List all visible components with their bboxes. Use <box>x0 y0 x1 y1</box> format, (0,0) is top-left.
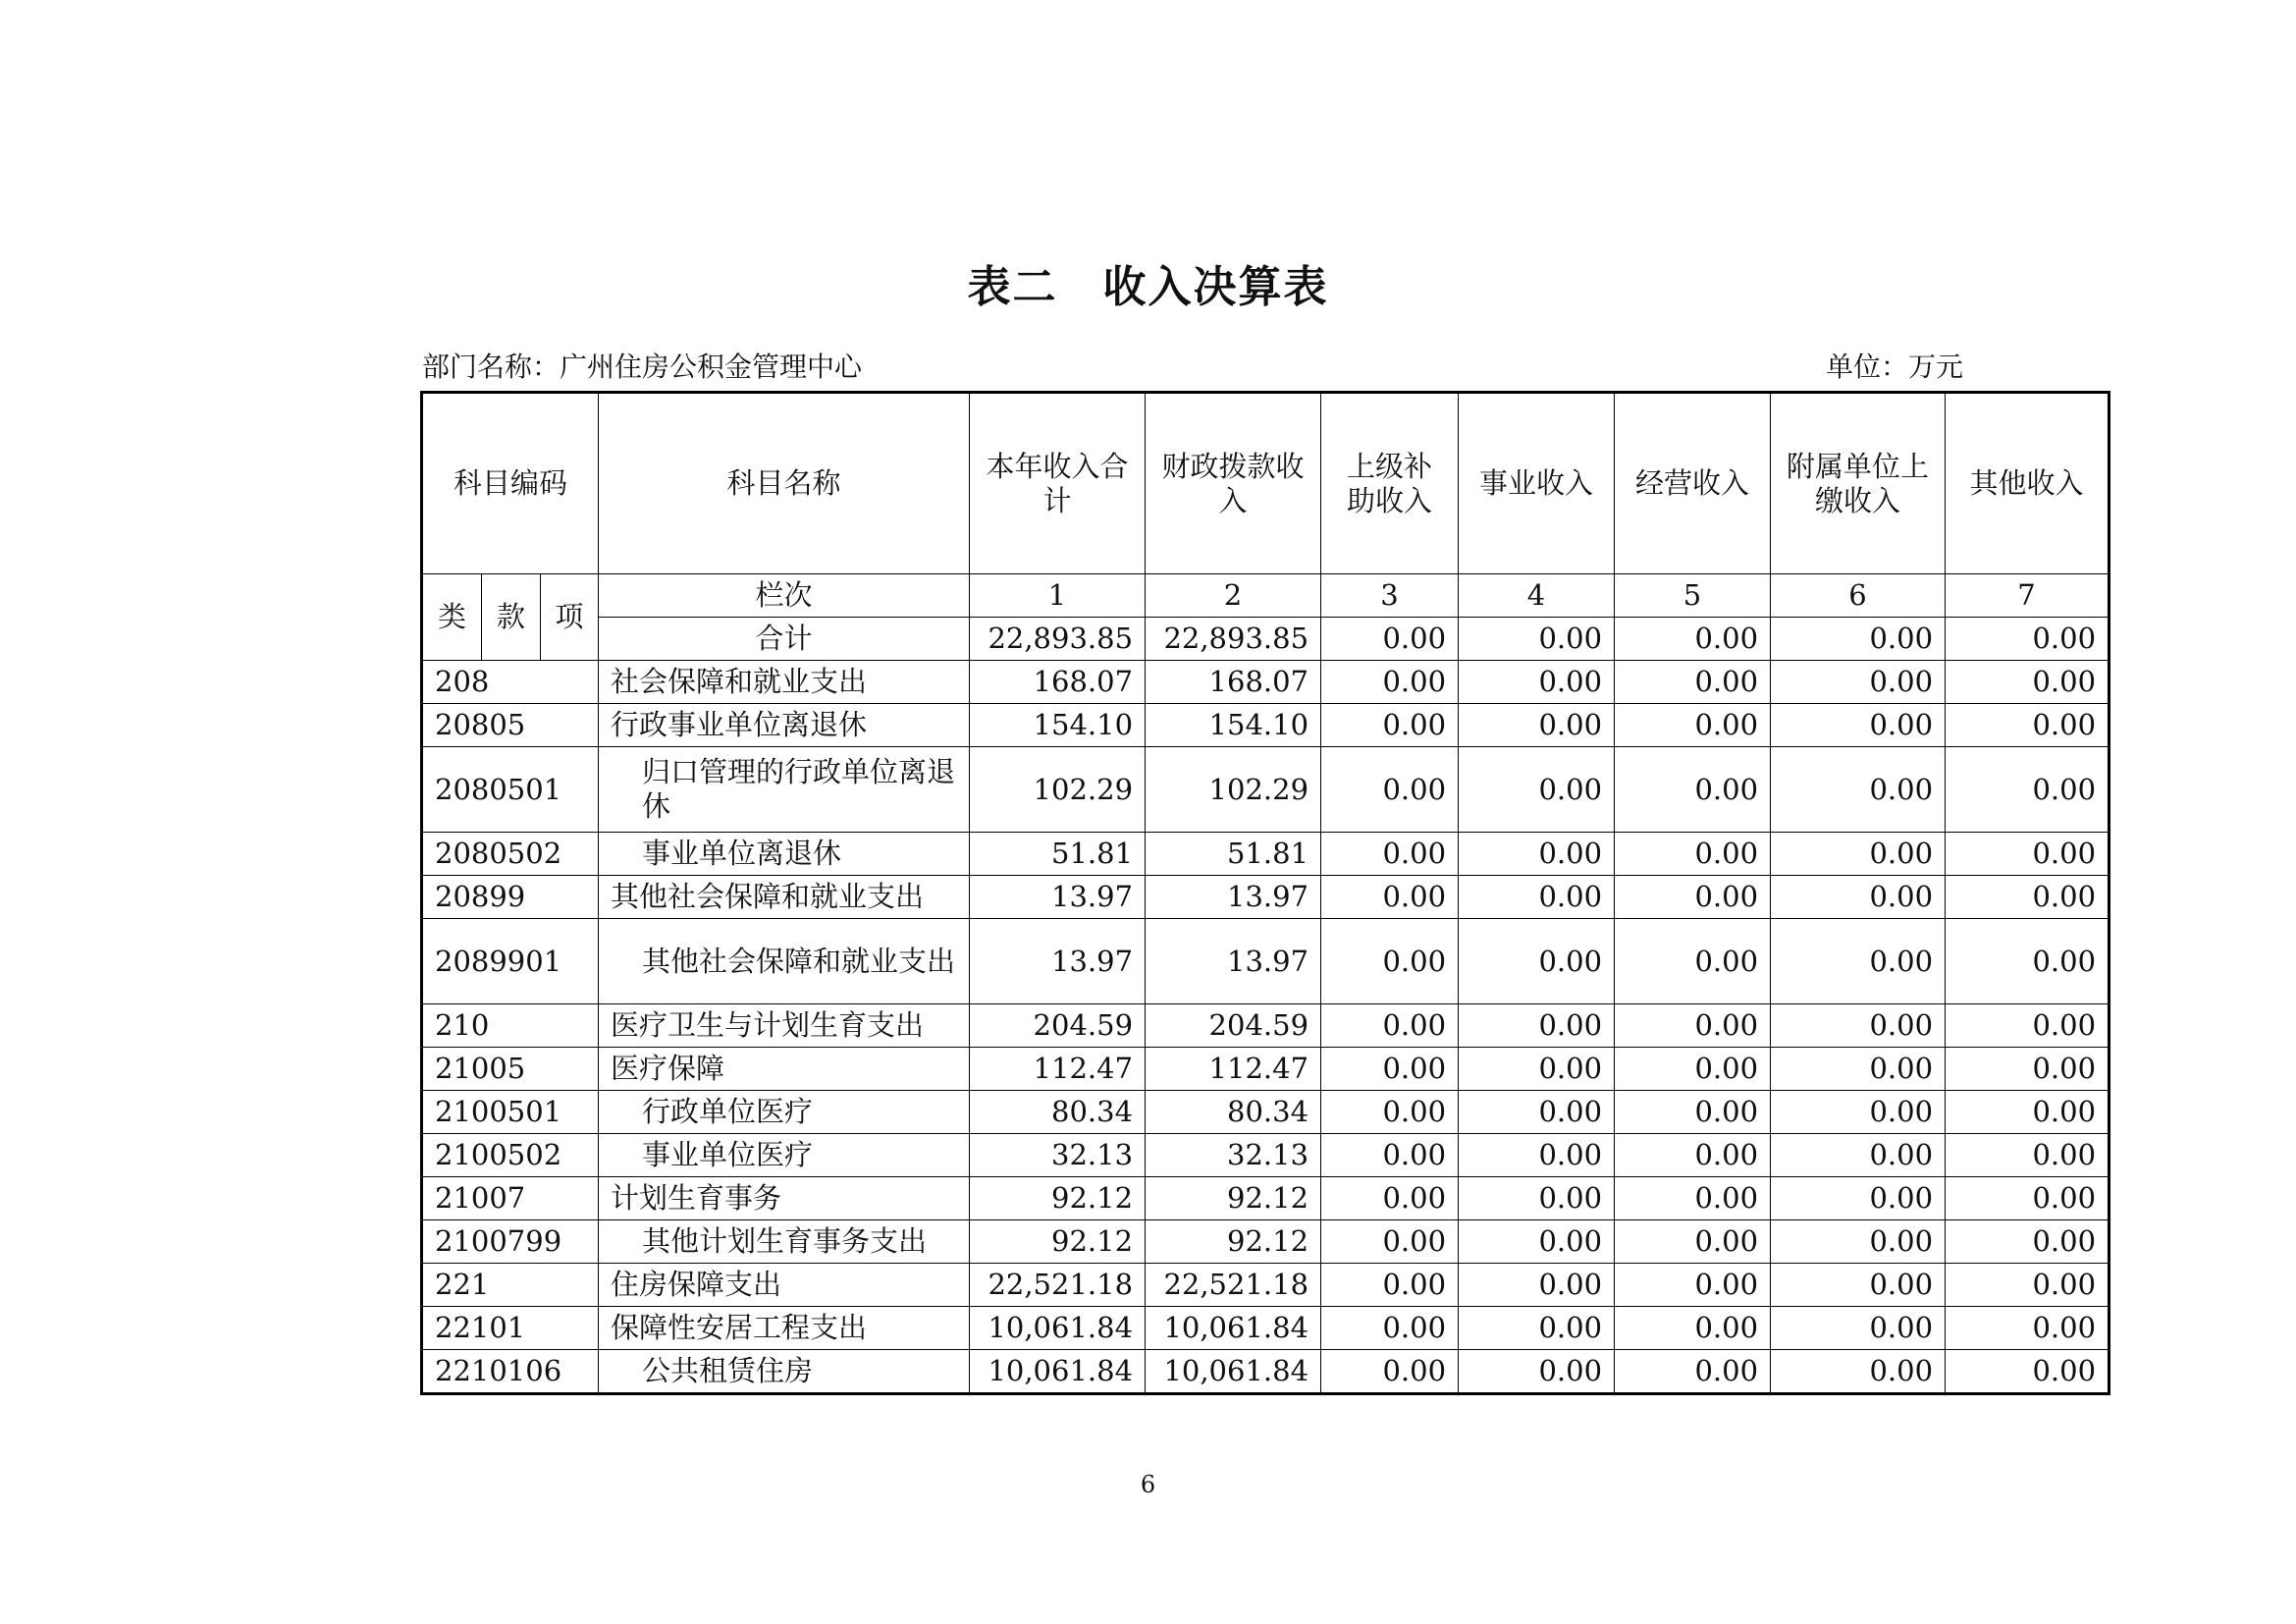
row-value: 204.59 <box>970 1004 1146 1048</box>
total-label: 合计 <box>599 618 970 661</box>
row-value: 13.97 <box>970 876 1146 919</box>
column-index-2: 2 <box>1146 574 1321 618</box>
header-operating-income: 经营收入 <box>1615 393 1771 574</box>
row-value: 0.00 <box>1946 1264 2109 1307</box>
row-name: 公共租赁住房 <box>599 1350 970 1394</box>
table-row <box>422 1004 2109 1048</box>
row-value: 22,521.18 <box>1146 1264 1321 1307</box>
row-value: 0.00 <box>1771 1134 1946 1177</box>
row-value: 13.97 <box>1146 876 1321 919</box>
column-index-label: 栏次 <box>599 574 970 618</box>
row-value: 0.00 <box>1459 1177 1615 1220</box>
row-value: 0.00 <box>1771 661 1946 704</box>
row-value: 92.12 <box>970 1177 1146 1220</box>
total-row <box>422 618 2109 661</box>
row-value: 0.00 <box>1771 747 1946 833</box>
row-value: 0.00 <box>1946 833 2109 876</box>
row-value: 0.00 <box>1946 1048 2109 1091</box>
row-value: 0.00 <box>1615 1220 1771 1264</box>
row-value: 32.13 <box>970 1134 1146 1177</box>
row-value: 0.00 <box>1615 1091 1771 1134</box>
row-value: 154.10 <box>970 704 1146 747</box>
table-row <box>422 1091 2109 1134</box>
row-value: 0.00 <box>1321 747 1459 833</box>
row-code: 2100799 <box>422 1220 599 1264</box>
total-value: 0.00 <box>1459 618 1615 661</box>
row-value: 154.10 <box>1146 704 1321 747</box>
row-value: 0.00 <box>1771 1220 1946 1264</box>
row-value: 0.00 <box>1321 1264 1459 1307</box>
row-value: 0.00 <box>1615 1048 1771 1091</box>
row-value: 92.12 <box>1146 1177 1321 1220</box>
total-value: 0.00 <box>1771 618 1946 661</box>
row-value: 22,521.18 <box>970 1264 1146 1307</box>
row-code: 22101 <box>422 1307 599 1350</box>
row-name: 住房保障支出 <box>599 1264 970 1307</box>
row-value: 13.97 <box>1146 919 1321 1004</box>
row-value: 0.00 <box>1321 1091 1459 1134</box>
header-total-income: 本年收入合计 <box>970 393 1146 574</box>
row-value: 80.34 <box>1146 1091 1321 1134</box>
row-value: 0.00 <box>1771 833 1946 876</box>
row-value: 0.00 <box>1321 919 1459 1004</box>
row-value: 92.12 <box>1146 1220 1321 1264</box>
row-value: 51.81 <box>1146 833 1321 876</box>
row-code: 20805 <box>422 704 599 747</box>
row-value: 0.00 <box>1946 1177 2109 1220</box>
row-value: 0.00 <box>1459 747 1615 833</box>
row-value: 0.00 <box>1946 747 2109 833</box>
table-row <box>422 1264 2109 1307</box>
table-row <box>422 833 2109 876</box>
row-value: 102.29 <box>1146 747 1321 833</box>
table-row <box>422 1177 2109 1220</box>
income-table <box>420 391 2110 1395</box>
row-value: 0.00 <box>1615 747 1771 833</box>
row-value: 32.13 <box>1146 1134 1321 1177</box>
department-name: 部门名称：广州住房公积金管理中心 <box>422 351 863 383</box>
column-index-7: 7 <box>1946 574 2109 618</box>
total-value: 22,893.85 <box>1146 618 1321 661</box>
row-code: 2100502 <box>422 1134 599 1177</box>
table-row <box>422 1048 2109 1091</box>
row-name: 医疗卫生与计划生育支出 <box>599 1004 970 1048</box>
row-value: 0.00 <box>1459 704 1615 747</box>
table-row <box>422 747 2109 833</box>
row-value: 0.00 <box>1615 704 1771 747</box>
row-name: 事业单位医疗 <box>599 1134 970 1177</box>
row-value: 0.00 <box>1321 1048 1459 1091</box>
table-row <box>422 876 2109 919</box>
header-affiliate-income: 附属单位上缴收入 <box>1771 393 1946 574</box>
row-code: 2080502 <box>422 833 599 876</box>
row-value: 0.00 <box>1459 1264 1615 1307</box>
row-value: 0.00 <box>1946 1307 2109 1350</box>
row-value: 0.00 <box>1946 876 2109 919</box>
table-row <box>422 704 2109 747</box>
header-superior-subsidy: 上级补助收入 <box>1321 393 1459 574</box>
row-code: 2210106 <box>422 1350 599 1394</box>
row-code: 2100501 <box>422 1091 599 1134</box>
row-value: 10,061.84 <box>970 1307 1146 1350</box>
row-value: 0.00 <box>1615 1307 1771 1350</box>
row-value: 0.00 <box>1615 1264 1771 1307</box>
row-name: 归口管理的行政单位离退休 <box>599 747 970 833</box>
row-name: 保障性安居工程支出 <box>599 1307 970 1350</box>
row-code: 20899 <box>422 876 599 919</box>
total-value: 0.00 <box>1321 618 1459 661</box>
table-row <box>422 1307 2109 1350</box>
row-code: 221 <box>422 1264 599 1307</box>
row-value: 168.07 <box>1146 661 1321 704</box>
row-value: 0.00 <box>1771 1177 1946 1220</box>
column-index-4: 4 <box>1459 574 1615 618</box>
row-value: 0.00 <box>1771 1307 1946 1350</box>
row-value: 0.00 <box>1771 1350 1946 1394</box>
row-value: 0.00 <box>1459 1004 1615 1048</box>
row-value: 0.00 <box>1771 919 1946 1004</box>
row-value: 0.00 <box>1459 1220 1615 1264</box>
row-code: 208 <box>422 661 599 704</box>
row-value: 0.00 <box>1321 1134 1459 1177</box>
row-value: 168.07 <box>970 661 1146 704</box>
row-code: 2080501 <box>422 747 599 833</box>
header-business-income: 事业收入 <box>1459 393 1615 574</box>
row-value: 0.00 <box>1321 1004 1459 1048</box>
row-name: 其他社会保障和就业支出 <box>599 919 970 1004</box>
row-value: 0.00 <box>1946 1350 2109 1394</box>
row-value: 0.00 <box>1946 1220 2109 1264</box>
total-value: 0.00 <box>1946 618 2109 661</box>
row-code: 21005 <box>422 1048 599 1091</box>
row-name: 其他社会保障和就业支出 <box>599 876 970 919</box>
row-value: 0.00 <box>1946 1091 2109 1134</box>
row-value: 0.00 <box>1615 919 1771 1004</box>
row-value: 112.47 <box>1146 1048 1321 1091</box>
row-value: 0.00 <box>1321 876 1459 919</box>
row-value: 0.00 <box>1771 1004 1946 1048</box>
sub-header-kuan: 款 <box>482 574 541 661</box>
table-row <box>422 1220 2109 1264</box>
row-name: 其他计划生育事务支出 <box>599 1220 970 1264</box>
header-other-income: 其他收入 <box>1946 393 2109 574</box>
page-title: 表二 收入决算表 <box>967 262 1329 312</box>
sub-header-xiang: 项 <box>541 574 599 661</box>
row-code: 2089901 <box>422 919 599 1004</box>
row-value: 0.00 <box>1459 1048 1615 1091</box>
row-value: 0.00 <box>1946 704 2109 747</box>
column-index-1: 1 <box>970 574 1146 618</box>
header-name: 科目名称 <box>599 393 970 574</box>
row-value: 0.00 <box>1771 1048 1946 1091</box>
header-fiscal-appropriation: 财政拨款收入 <box>1146 393 1321 574</box>
row-value: 102.29 <box>970 747 1146 833</box>
row-value: 0.00 <box>1946 1004 2109 1048</box>
row-value: 10,061.84 <box>1146 1307 1321 1350</box>
row-value: 112.47 <box>970 1048 1146 1091</box>
table-row <box>422 919 2109 1004</box>
row-name: 事业单位离退休 <box>599 833 970 876</box>
row-value: 0.00 <box>1321 661 1459 704</box>
row-name: 医疗保障 <box>599 1048 970 1091</box>
row-name: 行政单位医疗 <box>599 1091 970 1134</box>
row-value: 10,061.84 <box>1146 1350 1321 1394</box>
row-value: 0.00 <box>1459 1134 1615 1177</box>
row-value: 0.00 <box>1321 704 1459 747</box>
column-index-6: 6 <box>1771 574 1946 618</box>
row-value: 13.97 <box>970 919 1146 1004</box>
row-name: 行政事业单位离退休 <box>599 704 970 747</box>
sub-header-lei: 类 <box>422 574 482 661</box>
table-row <box>422 661 2109 704</box>
row-value: 0.00 <box>1459 661 1615 704</box>
row-value: 0.00 <box>1459 1307 1615 1350</box>
column-index-3: 3 <box>1321 574 1459 618</box>
row-value: 0.00 <box>1946 919 2109 1004</box>
row-value: 0.00 <box>1459 876 1615 919</box>
row-value: 0.00 <box>1771 704 1946 747</box>
row-value: 0.00 <box>1459 1350 1615 1394</box>
row-value: 0.00 <box>1459 1091 1615 1134</box>
row-value: 0.00 <box>1321 1307 1459 1350</box>
row-value: 0.00 <box>1615 876 1771 919</box>
row-value: 0.00 <box>1321 1350 1459 1394</box>
row-value: 0.00 <box>1321 833 1459 876</box>
row-value: 0.00 <box>1321 1220 1459 1264</box>
column-index-5: 5 <box>1615 574 1771 618</box>
row-value: 0.00 <box>1615 1004 1771 1048</box>
total-value: 22,893.85 <box>970 618 1146 661</box>
row-value: 0.00 <box>1615 661 1771 704</box>
row-value: 0.00 <box>1459 919 1615 1004</box>
row-name: 计划生育事务 <box>599 1177 970 1220</box>
row-value: 0.00 <box>1771 876 1946 919</box>
row-code: 210 <box>422 1004 599 1048</box>
row-value: 0.00 <box>1615 1177 1771 1220</box>
row-value: 0.00 <box>1946 1134 2109 1177</box>
row-value: 0.00 <box>1615 1350 1771 1394</box>
page-number: 6 <box>1140 1471 1156 1498</box>
table-row <box>422 1350 2109 1394</box>
row-value: 0.00 <box>1615 1134 1771 1177</box>
table-row <box>422 1134 2109 1177</box>
header-code: 科目编码 <box>422 393 599 574</box>
row-value: 0.00 <box>1459 833 1615 876</box>
unit-label: 单位：万元 <box>1826 351 1964 383</box>
row-value: 92.12 <box>970 1220 1146 1264</box>
row-value: 10,061.84 <box>970 1350 1146 1394</box>
row-value: 0.00 <box>1321 1177 1459 1220</box>
row-value: 0.00 <box>1615 833 1771 876</box>
row-value: 0.00 <box>1771 1264 1946 1307</box>
row-value: 80.34 <box>970 1091 1146 1134</box>
row-name: 社会保障和就业支出 <box>599 661 970 704</box>
row-value: 204.59 <box>1146 1004 1321 1048</box>
row-value: 0.00 <box>1946 661 2109 704</box>
row-code: 21007 <box>422 1177 599 1220</box>
total-value: 0.00 <box>1615 618 1771 661</box>
row-value: 0.00 <box>1771 1091 1946 1134</box>
row-value: 51.81 <box>970 833 1146 876</box>
